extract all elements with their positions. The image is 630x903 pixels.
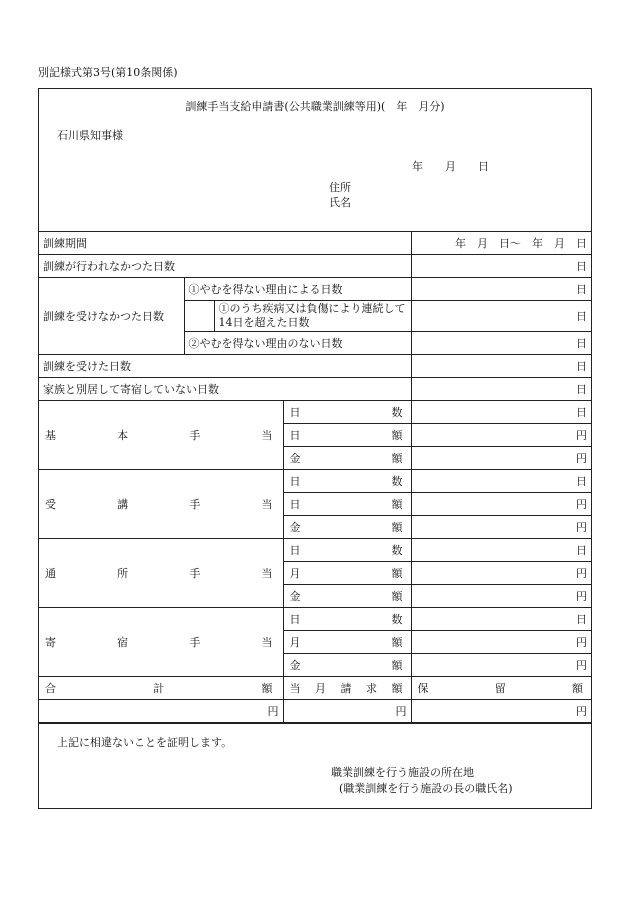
form-header (39, 89, 591, 232)
basic-item-label (283, 424, 411, 447)
sick-days-unit: 日 (411, 301, 591, 332)
commute-item-label-chars (288, 588, 407, 604)
indent-spacer (184, 301, 214, 332)
commute-item-label-char: 日 (289, 544, 301, 557)
basic-item-label-chars (288, 450, 407, 466)
commute-item-label-char: 月 (289, 567, 301, 580)
basic-item-label-chars (288, 427, 407, 443)
application-date: 年 月 日 (412, 160, 489, 173)
claim-amount-label-char: 月 (315, 682, 326, 695)
unavoidable-days-label: ①やむを得ない理由による日数 (184, 278, 411, 301)
commute-item-label (283, 539, 411, 562)
lodging-item-unit: 円 (411, 631, 591, 654)
basic-allowance-label-char: 本 (117, 429, 129, 442)
basic-item-unit: 円 (411, 424, 591, 447)
commute-item-label-chars (288, 565, 407, 581)
facility-head-label: (職業訓練を行う施設の長の職氏名) (339, 782, 513, 795)
reserve-amount-label-char: 額 (572, 682, 583, 695)
basic-allowance-label-char: 手 (189, 429, 201, 442)
lecture-item-label-char: 金 (289, 521, 301, 534)
commute-item-label-chars (288, 542, 407, 558)
commute-item-unit: 円 (411, 585, 591, 608)
lecture-item-label (283, 516, 411, 539)
lodging-item-label-char: 額 (391, 636, 403, 649)
form-number-caption: 別記様式第3号(第10条関係) (38, 66, 178, 79)
basic-item-label-char: 額 (391, 452, 403, 465)
table-row (39, 470, 591, 493)
lodging-allowance-label-char: 宿 (117, 636, 129, 649)
commute-item-label (283, 585, 411, 608)
table-row (39, 355, 591, 378)
not-held-days-label: 訓練が行われなかつた日数 (39, 255, 411, 278)
lecture-item-label-chars (288, 473, 407, 489)
table-row (39, 232, 591, 255)
allowance-table (39, 232, 591, 723)
lecture-allowance-label-char: 手 (189, 498, 201, 511)
lecture-allowance-label (39, 470, 283, 539)
reserve-amount-label-char: 留 (494, 682, 506, 695)
table-row (39, 539, 591, 562)
lecture-item-label-char: 日 (289, 475, 301, 488)
table-row (39, 278, 591, 301)
lecture-item-label-char: 額 (391, 498, 403, 511)
total-amount-label-chars (43, 680, 279, 696)
lecture-item-unit: 円 (411, 516, 591, 539)
basic-item-label-char: 日 (289, 429, 301, 442)
lodging-item-label (283, 608, 411, 631)
lecture-item-label-char: 額 (391, 521, 403, 534)
lodging-item-label-char: 数 (391, 613, 403, 626)
lecture-allowance-label-chars (43, 496, 279, 512)
lecture-item-label-char: 数 (391, 475, 403, 488)
commute-item-label-char: 額 (391, 567, 403, 580)
total-amount-label (39, 677, 283, 700)
basic-item-label (283, 447, 411, 470)
basic-item-label-char: 額 (391, 429, 403, 442)
lecture-item-label (283, 493, 411, 516)
claim-amount-label (283, 677, 411, 700)
lodging-item-label (283, 631, 411, 654)
basic-allowance-label-char: 基 (45, 429, 56, 442)
lodging-item-label-chars (288, 657, 407, 673)
lecture-item-label-chars (288, 496, 407, 512)
lodging-allowance-label (39, 608, 283, 677)
lecture-item-unit: 日 (411, 470, 591, 493)
lodging-allowance-label-chars (43, 634, 279, 650)
applicant-block (329, 180, 351, 210)
table-row (39, 677, 591, 700)
basic-item-label-char: 金 (289, 452, 301, 465)
sick-days-label: ①のうち疾病又は負傷により連続して14日を超えた日数 (214, 301, 411, 332)
reserve-amount-label-char: 保 (417, 682, 429, 695)
commute-allowance-label-char: 手 (189, 567, 201, 580)
lodging-item-unit: 円 (411, 654, 591, 677)
lodging-days-unit: 日 (411, 378, 591, 401)
commute-item-unit: 日 (411, 539, 591, 562)
claim-amount-unit: 円 (283, 700, 411, 723)
attended-days-unit: 日 (411, 355, 591, 378)
basic-item-label-char: 数 (391, 406, 403, 419)
basic-item-label (283, 401, 411, 424)
lecture-item-label-chars (288, 519, 407, 535)
reserve-amount-label (411, 677, 591, 700)
table-row (39, 608, 591, 631)
commute-item-label-char: 金 (289, 590, 301, 603)
reserve-amount-unit: 円 (411, 700, 591, 723)
commute-allowance-label-char: 当 (261, 567, 273, 580)
lecture-allowance-label-char: 当 (261, 498, 273, 511)
claim-amount-label-char: 額 (391, 682, 403, 695)
lodging-allowance-label-char: 当 (261, 636, 273, 649)
table-row (39, 700, 591, 723)
total-amount-label-char: 額 (261, 682, 273, 695)
claim-amount-label-char: 求 (366, 682, 377, 695)
lecture-item-label-char: 日 (289, 498, 301, 511)
avoidable-days-label: ②やむを得ない理由のない日数 (184, 332, 411, 355)
attended-days-label: 訓練を受けた日数 (39, 355, 411, 378)
commute-item-label-char: 数 (391, 544, 403, 557)
period-label: 訓練期間 (39, 232, 411, 255)
name-label: 氏名 (329, 196, 351, 209)
lecture-item-unit: 円 (411, 493, 591, 516)
basic-allowance-label (39, 401, 283, 470)
avoidable-days-unit: 日 (411, 332, 591, 355)
basic-item-unit: 日 (411, 401, 591, 424)
claim-amount-label-char: 請 (340, 682, 352, 695)
total-amount-label-char: 合 (45, 682, 56, 695)
commute-allowance-label-char: 所 (117, 567, 129, 580)
form-footer (39, 723, 591, 808)
commute-allowance-label-chars (43, 565, 279, 581)
not-held-days-unit: 日 (411, 255, 591, 278)
basic-item-unit: 円 (411, 447, 591, 470)
lecture-item-label (283, 470, 411, 493)
claim-amount-label-char: 当 (289, 682, 301, 695)
lodging-allowance-label-char: 手 (189, 636, 201, 649)
lodging-item-label-char: 月 (289, 636, 301, 649)
lecture-allowance-label-char: 受 (45, 498, 56, 511)
application-form (38, 88, 592, 809)
lodging-allowance-label-char: 寄 (45, 636, 56, 649)
lodging-item-label-char: 額 (391, 659, 403, 672)
unavoidable-days-unit: 日 (411, 278, 591, 301)
table-row (39, 378, 591, 401)
lodging-item-label-chars (288, 611, 407, 627)
address-label: 住所 (329, 181, 351, 194)
total-amount-label-char: 計 (153, 682, 165, 695)
addressee: 石川県知事様 (57, 129, 123, 142)
basic-allowance-label-chars (43, 427, 279, 443)
lodging-item-unit: 日 (411, 608, 591, 631)
commute-allowance-label-char: 通 (45, 567, 56, 580)
lodging-item-label (283, 654, 411, 677)
reserve-amount-label-chars (416, 680, 588, 696)
basic-allowance-label-char: 当 (261, 429, 273, 442)
lodging-item-label-chars (288, 634, 407, 650)
commute-item-label-char: 額 (391, 590, 403, 603)
table-row (39, 401, 591, 424)
certification-text: 上記に相違ないことを証明します。 (57, 736, 233, 749)
commute-item-label (283, 562, 411, 585)
period-value: 年 月 日〜 年 月 日 (411, 232, 591, 255)
lodging-item-label-char: 金 (289, 659, 301, 672)
commute-item-unit: 円 (411, 562, 591, 585)
lodging-item-label-char: 日 (289, 613, 301, 626)
facility-address-label: 職業訓練を行う施設の所在地 (331, 766, 474, 779)
not-attended-days-label: 訓練を受けなかつた日数 (39, 278, 184, 355)
basic-item-label-chars (288, 404, 407, 420)
lodging-days-label: 家族と別居して寄宿していない日数 (39, 378, 411, 401)
total-amount-unit: 円 (39, 700, 283, 723)
basic-item-label-char: 日 (289, 406, 301, 419)
commute-allowance-label (39, 539, 283, 608)
claim-amount-label-chars (288, 680, 407, 696)
form-title: 訓練手当支給申請書(公共職業訓練等用)( 年 月分) (185, 100, 445, 113)
table-row (39, 255, 591, 278)
lecture-allowance-label-char: 講 (117, 498, 129, 511)
